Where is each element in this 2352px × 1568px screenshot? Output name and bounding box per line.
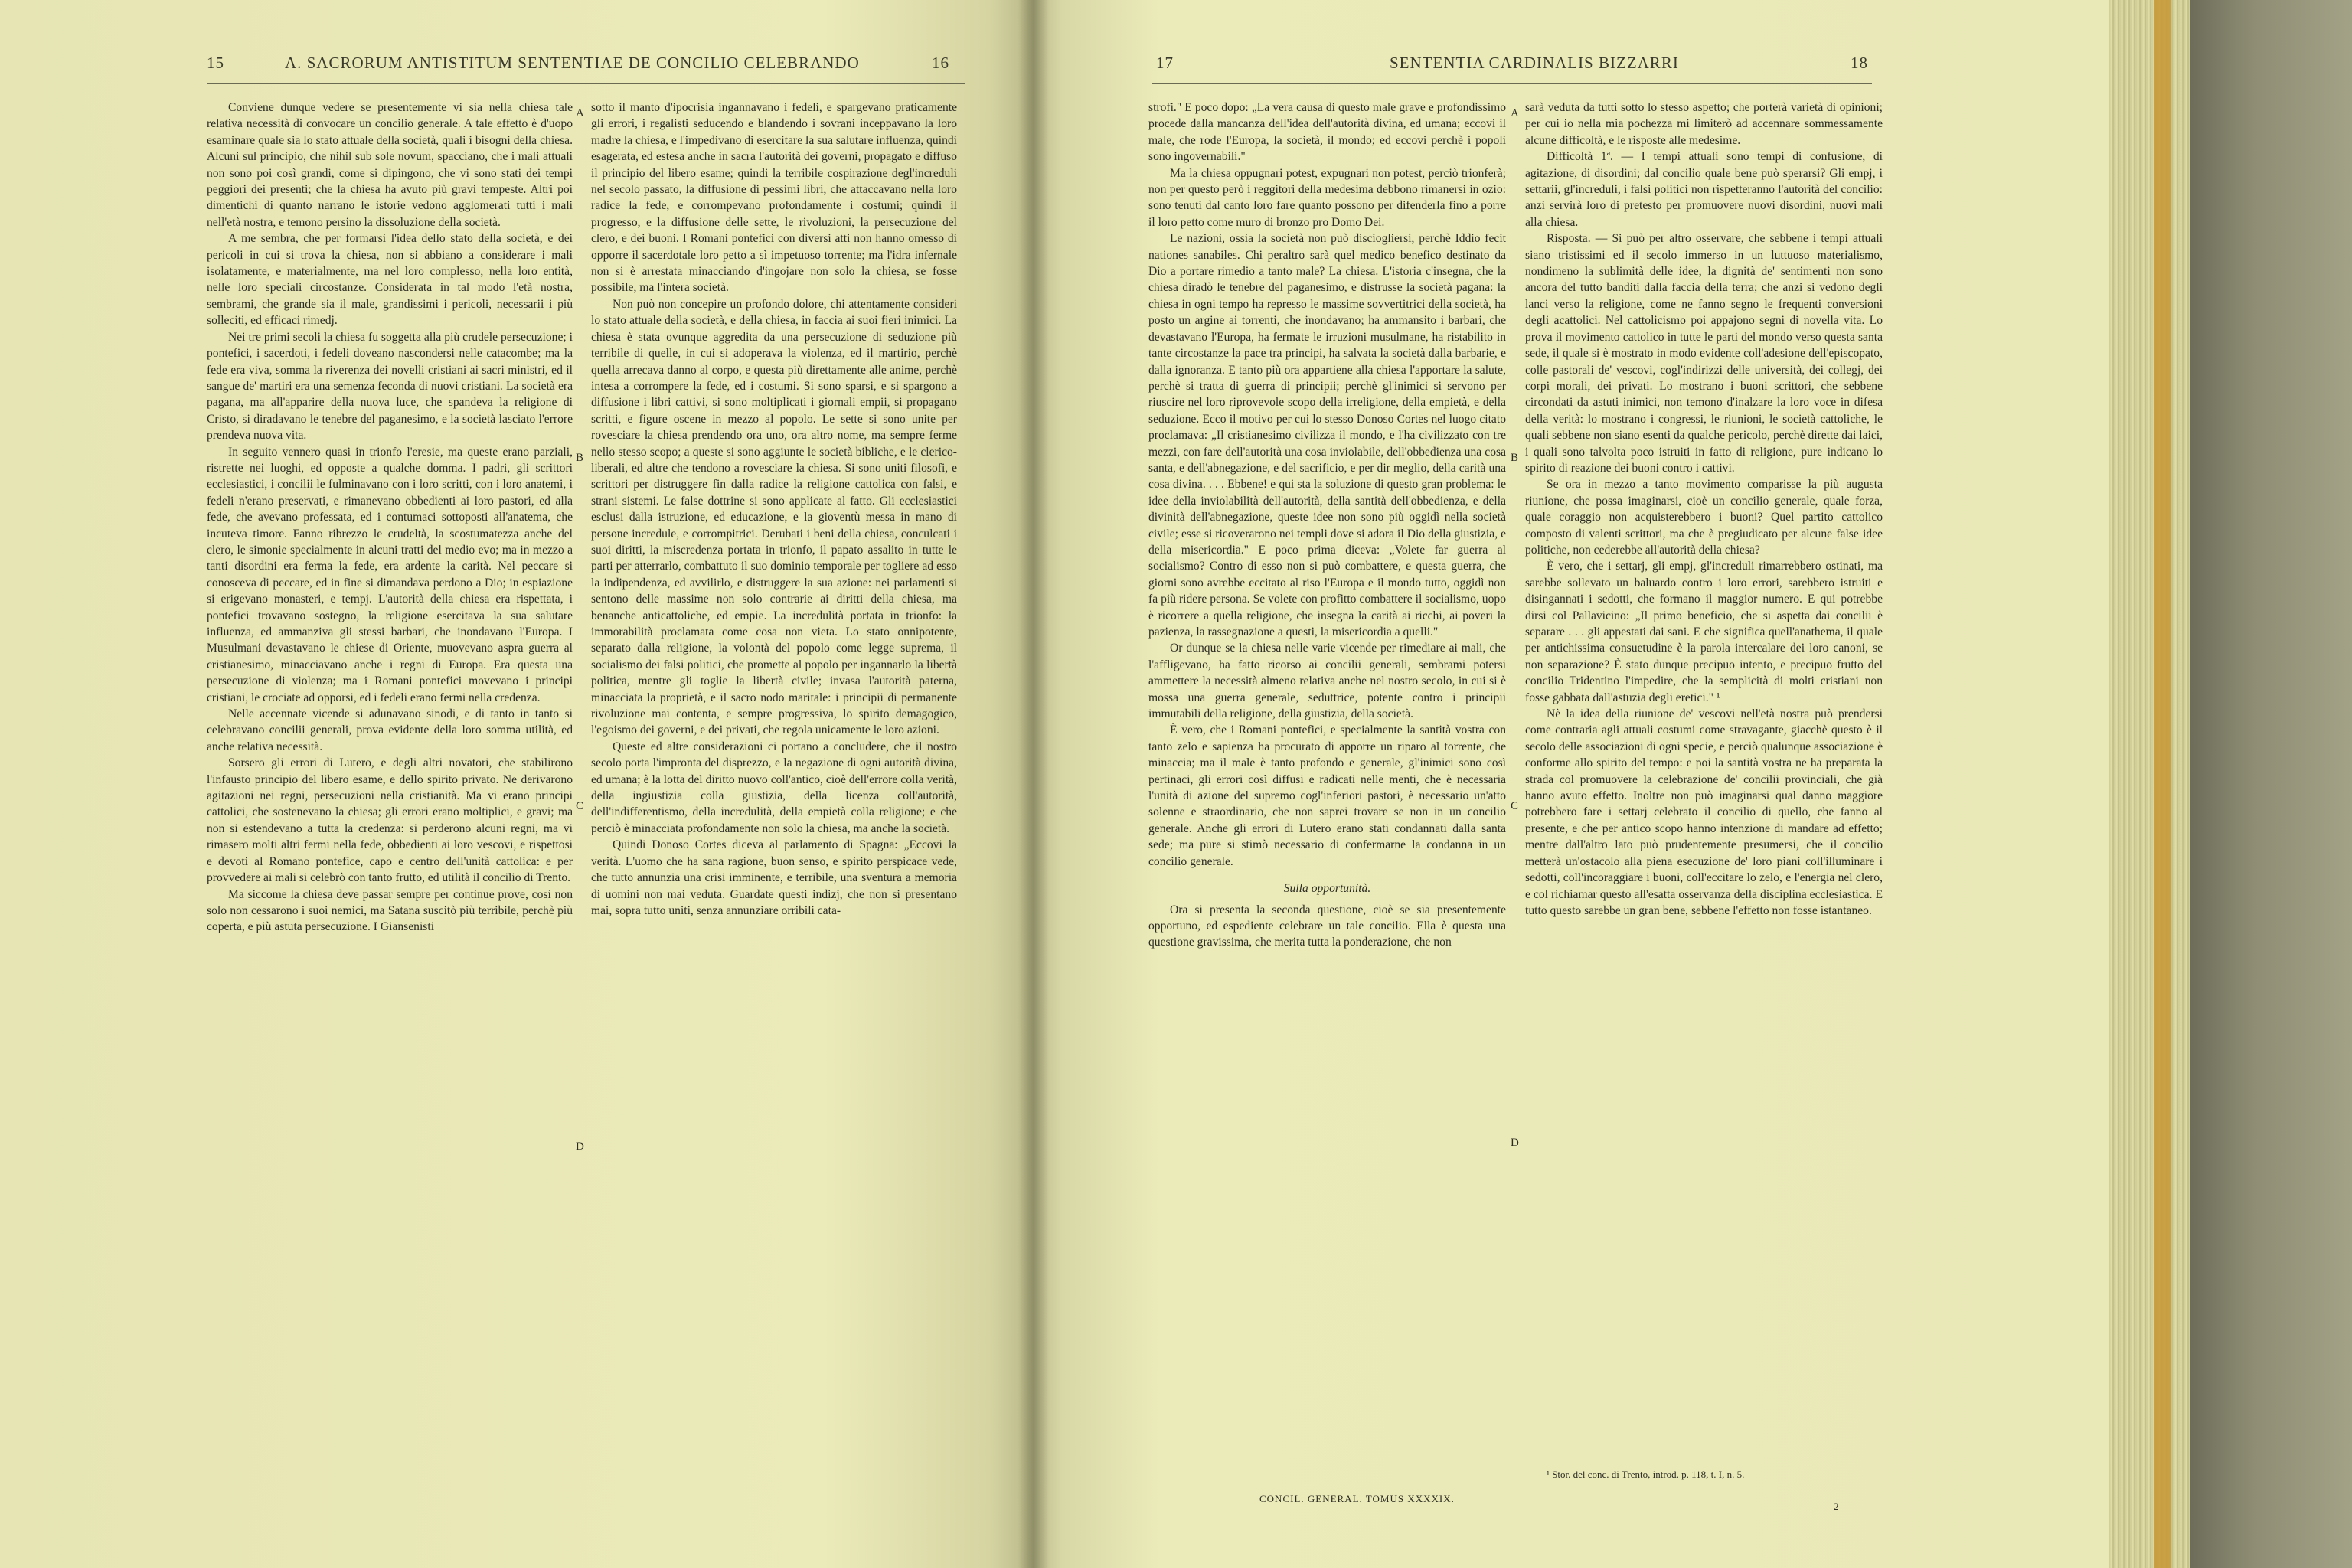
right-page-title: SENTENTIA CARDINALIS BIZZARRI [1390, 54, 1679, 72]
header-rule [207, 83, 965, 84]
left-page [0, 0, 1030, 1568]
margin-mark: A [576, 107, 584, 119]
book-gutter [1018, 0, 1049, 1568]
paragraph: Conviene dunque vedere se presentemente vi sia nella chiesa tale relativa necessità di convocare un concilio generale. A tale effetto è d'uopo esaminare quale sia lo stato attuale della società, quali i bisogni della chiesa. Alcuni sul principio, che nihil sub sole novum, spacciano, che i mali attuali non sono poi così grandi, come si dipingono, che vi sono stati dei tempi peggiori dei presenti; che la chiesa ha avuto più gravi tempeste. Altri poi dimentichi di quanto narrano le istorie vedono agglomerati tutti i mali nell'età nostra, e temono persino la dissoluzione della società. [207, 101, 573, 229]
paragraph: sotto il manto d'ipocrisia ingannavano i fedeli, e spargevano praticamente gli errori, i regalisti seducendo e blandendo i sovrani inceppavano la loro madre la chiesa, e l'impedivano di esercitare la sua salutare influenza, quindi esagerata, ed estesa anche in sacra l'autorità dei governi, propagato e diffuso il principio del libero esame; quindi la terribile cospirazione degl'increduli nel secolo passato, la diffusione di pessimi libri, che attaccavano nella loro radice la fede, e corrompevano profondamente i costumi; quindi il progresso, e la diffusione delle sette, le rivoluzioni, la persecuzione del clero, e dei buoni. I Romani pontefici con diversi atti non hanno omesso di opporre il sacerdotale loro petto a sì impetuoso torrente; ma l'idra infernale non si è arrestata minacciando d'ingojare non solo la chiesa, se fosse possibile, ma l'intera società. [591, 101, 957, 295]
page-edges [2109, 0, 2190, 1568]
margin-mark: B [576, 452, 584, 464]
paragraph: Le nazioni, ossia la società non può disciogliersi, perchè Iddio fecit nationes sanabiles. Chi peraltro sarà quel medico benefico destinato da Dio a portare rimedio a tanto male? La chiesa. L'istoria c'insegna, che la chiesa diradò le tenebre del paganesimo, e distrusse la società pagana: la chiesa in ogni tempo ha represso le massime sovvertitrici della società, ha posto un argine ai torrenti, che inondavano; ha ammansito i barbari, che devastavano l'Europa, ha fermate le irruzioni musulmane, ha ristabilito in tante circostanze la pace tra principi, ha salvata la società dalla barbarie, e dalla ignoranza. E tanto più ora appartiene alla chiesa l'apportare la salute, perchè si tratta di guerra di principii; perchè gl'inimici si servono per riuscire nel loro riprovevole scopo della irreligione, della empietà, e della seduzione. Ecco il motivo per cui lo stesso Donoso Cortes nel luogo citato proclamava: „Il cristianesimo civilizza il mondo, e l'ha civilizzato con tre mezzi, con fare dell'autorità una cosa inviolabile, dell'obbedienza una cosa santa, e dell'abnegazione, e del sacrificio, e per dir meglio, della carità una cosa divina. . . . Ebbene! e qui sta la soluzione di questo gran problema: le idee della inviolabilità dell'autorità, della santità dell'obbedienza, e della divinità dell'abnegazione, queste idee non sono più oggidì nella società civile; esse si ricoverarono nei templi dove si adora il Dio della giustizia, e della misericordia." E poco prima diceva: „Volete far guerra al socialismo? Contro di esso non si può combattere, e questa guerra, che giorni sono avrebbe eccitato al riso l'Europa e il mondo tutto, oggidì non fa più ridere persona. Se volete con profitto combattere il socialismo, uopo è ricorrere a quella religione, che insegna la carità ai ricchi, ai poveri la pazienza, la rassegnazione a questi, la misericordia a quelli." [1148, 232, 1506, 639]
margin-mark: B [1511, 452, 1519, 464]
left-page-number-right: 16 [932, 54, 949, 72]
left-page-number-left: 15 [207, 54, 224, 72]
paragraph: È vero, che i Romani pontefici, e specialmente la santità vostra con tanto zelo e sapienza ha procurato di apporre un riparo al torrente, che minaccia; ma il male è tanto profondo e generale, gl'inimici sono così pertinaci, gli errori così diffusi e radicati nelle menti, che è necessaria l'unità di azione del supremo cogl'inferiori pastori, è necessario un'atto solenne e straordinario, che non saprei trovare se non in un concilio generale. Anche gli errori di Lutero erano stati condannati dalla santa sede; ma pure si stimò necessario di confermarne la condanna in un concilio generale. [1148, 724, 1506, 868]
left-col-1 [207, 100, 573, 1501]
margin-mark: C [576, 800, 584, 812]
margin-mark: D [576, 1141, 584, 1153]
section-subheading: Sulla opportunità. [1283, 882, 1371, 896]
right-col-1 [1148, 100, 1506, 1501]
paragraph: Nè la idea della riunione de' vescovi nell'età nostra può prendersi come contraria agli attuali costumi come stravagante, giacchè questo è il secolo delle associazioni di ogni specie, e perciò qualunque associazione è conforme allo spirito del tempo: e poi la santità vostra ne ha preparata la strada col promuovere la celebrazione de' concilii provinciali, che già hanno avuto effetto. Inoltre non può imaginarsi qual danno maggiore potrebbero fare i settarj celebrato il concilio di quello, che fanno al presente, e che per antico scopo hanno intenzione di mandare ad effetto; mentre dall'altro lato può prudentemente presumersi, che il concilio metterà un'ostacolo alla piena esecuzione de' loro piani coll'illuminare i sedotti, coll'incoraggiare i buoni, coll'eccitare lo zelo, e l'energia nel clero, e col richiamar questo all'esatta osservanza della disciplina ecclesiastica. E tutto questo sarebbe un gran bene, sebbene l'effetto non fosse istantaneo. [1525, 707, 1883, 917]
right-page-number-left: 17 [1156, 54, 1174, 72]
paragraph: Sorsero gli errori di Lutero, e degli altri novatori, che stabilirono l'infausto principio del libero esame, e dello spirito privato. Ne derivarono agitazioni nei regni, persecuzioni nella cristianità. Ma vi erano principi cattolici, che sostenevano la chiesa; gli errori erano moltiplici, e gravi; ma non si estendevano a tutta la credenza: si perderono alcuni regni, ma vi rimasero molti altri fermi nella fede, obbedienti ai loro vescovi, e rispettosi e devoti al Romano pontefice, capo e centro dell'unità cattolica: e per provvedere ai mali si celebrò con tanto frutto, ed utilità il concilio di Trento. [207, 756, 573, 885]
scanner-background [2190, 0, 2352, 1568]
right-page [1030, 0, 2109, 1568]
bookmark-ribbon [2154, 0, 2171, 1568]
paragraph: Ma la chiesa oppugnari potest, expugnari non potest, perciò trionferà; non per questo però i reggitori della medesima debbono rimanersi in ozio: sono tenuti dal canto loro fare quanto possono per difenderla fino a porre il loro petto come muro di bronzo pro Domo Dei. [1148, 166, 1506, 229]
paragraph: Quindi Donoso Cortes diceva al parlamento di Spagna: „Eccovi la verità. L'uomo che ha sana ragione, buon senso, e spirito perspicace vede, che tutto annunzia una crisi imminente, e terribile, una sventura a memoria di uomini non mai veduta. Guardate questi indizj, che non si presentano mai, sopra tutto uniti, senza annunziare orribili cata- [591, 838, 957, 917]
paragraph: Ma siccome la chiesa deve passar sempre per continue prove, così non solo non cessarono i suoi nemici, ma Satana suscitò più terribile, perchè più coperta, e più astuta persecuzione. I Giansenisti [207, 887, 573, 934]
paragraph: Non può non concepire un profondo dolore, chi attentamente consideri lo stato attuale della società, e della chiesa, in faccia ai suoi fieri inimici. La chiesa è stata ovunque aggredita da una persecuzione di seduzione più terribile di quelle, in cui si adoperava la violenza, ed il martirio, perchè quella arrecava danno al corpo, e questa più direttamente alle anime, perchè intesa a corrompere la fede, ed i costumi. Si sono sparsi, e si spargono a diffusione i libri cattivi, si sono moltiplicati i giornali empii, si propagano scritti, e figure oscene in mezzo al popolo. Le sette si sono unite per rovesciare la chiesa prendendo ora uno, ora altro nome, ma sempre ferme nello stesso scopo; a queste si sono aggiunte le società bibliche, e le clerico-liberali, ed altre che tendono a rovesciare la chiesa. Si sono uniti filosofi, e scrittori per distruggere fin dalla radice la religione cattolica con falsi, e strani sistemi. Le false dottrine si sono applicate al fatto. Gli ecclesiastici esclusi dalla istruzione, ed educazione, e la gioventù messa in mano di persone incredule, e corrompitrici. Derubati i beni della chiesa, conculcati i suoi diritti, la miscredenza portata in trionfo, il papato assalito in tutte le parti per atterrarlo, combattuto il suo dominio temporale per togliere ad esso la indipendenza, ed avvilirlo, e distruggere la sua azione: nei parlamenti si sentono delle massime non solo contrarie ai diritti della chiesa, ma benanche anticattoliche, ed empie. La incredulità portata in trionfo: la immorabilità proclamata come cosa non vieta. Lo stato onnipotente, separato dalla religione, la volontà del popolo come legge suprema, il socialismo dei falsi politici, che promette al popolo per ingannarlo la libertà politica, mentre gli toglie la libertà civile; invasa l'autorità paterna, minacciata la proprietà, e il sacro nodo maritale: i principii di permanente rivoluzione mai contenta, e sempre progressiva, lo spirito demagogico, l'egoismo dei governi, e dei privati, che regola unicamente le loro azioni. [591, 297, 957, 737]
paragraph: strofi." E poco dopo: „La vera causa di questo male grave e profondissimo procede dalla mancanza dell'idea dell'autorità divina, ed umana; eccovi il male, che rode l'Europa, la società, il mondo; ed eccovi perchè i popoli sono ingovernabili." [1148, 101, 1506, 164]
paragraph: Nei tre primi secoli la chiesa fu soggetta alla più crudele persecuzione; i pontefici, i sacerdoti, i fedeli doveano nascondersi nelle catacombe; ma la fede era viva, somma la riverenza dei novelli cristiani ai sacri ministri, ed il sangue de' martiri era una semenza feconda di nuovi cristiani. La società era pagana, ma all'apparire della nuova luce, che spandeva la religione di Cristo, si diradavano le tenebre del paganesimo, e la società lasciato l'errore prendeva nuova vita. [207, 330, 573, 443]
margin-mark: A [1511, 107, 1519, 119]
paragraph: sarà veduta da tutti sotto lo stesso aspetto; che porterà varietà di opinioni; per cui io nella mia pochezza mi limiterò ad accennare sommessamente alcune difficoltà, e le risposte alle medesime. [1525, 101, 1883, 147]
right-col-2 [1525, 100, 1883, 1424]
paragraph: Or dunque se la chiesa nelle varie vicende per rimediare ai mali, che l'affligevano, ha fatto ricorso ai concilii generali, sembrami potersi ammettere la necessità almeno relativa anche nel nostro secolo, in cui si è mossa una guerra generale, seduttrice, potente contro i principii immutabili della religione, della giustizia, della società. [1148, 642, 1506, 721]
paragraph: Nelle accennate vicende si adunavano sinodi, e di tanto in tanto si celebravano concilii generali, prova evidente della loro somma utilità, ed anche relativa necessità. [207, 707, 573, 753]
paragraph: Queste ed altre considerazioni ci portano a concludere, che il nostro secolo porta l'impronta del disprezzo, e la negazione di ogni autorità divina, ed umana; è la lotta del diritto nuovo coll'antico, cioè dell'errore colla verità, della ingiustizia colla giustizia, della licenza coll'autorità, dell'indifferentismo, della incredulità, della empietà colla religione; e che perciò è minacciata profondamente non solo la chiesa, ma anche la società. [591, 740, 957, 835]
paragraph: Risposta. — Si può per altro osservare, che sebbene i tempi attuali siano tristissimi ed il secolo immerso in un luttuoso materialismo, nondimeno la sublimità delle idee, la dignità de' sentimenti non sono ancora del tutto banditi dalla faccia della terra; che anzi si vedono degli lanci verso la religione, come ne fanno segno le frequenti conversioni degli acattolici. Nel cattolicismo poi appajono segni di novella vita. Lo prova il movimento cattolico in tutte le parti del mondo verso questa santa sede, il quale si è mostrato in modo evidente coll'adesione dell'episcopato, colle pastorali de' vescovi, cogl'indirizzi delle università, dei collegj, dei corpi morali, dei privati. Lo mostrano i buoni scrittori, che sebbene circondati da astuti inimici, non temono d'inalzare la loro voce in difesa della verità: lo mostrano i congressi, le riunioni, le società cattoliche, le quali sebbene non siano esenti da qualche pericolo, perchè dirette dai laici, i quali sono talvolta poco istruiti in fatto di religione, pure indicano lo spirito di reazione dei buoni contro i cattivi. [1525, 232, 1883, 475]
header-rule [1152, 83, 1872, 84]
margin-mark: C [1511, 800, 1519, 812]
paragraph: Difficoltà 1ª. — I tempi attuali sono tempi di confusione, di agitazione, di disordini; dal concilio quale bene può sperarsi? Gli empj, i settarii, gl'increduli, i falsi politici non rispetteranno l'autorità del concilio: anzi servirà loro di pretesto per promuovere nuovi disordini, nuovi mali alla chiesa. [1525, 150, 1883, 229]
signature-number: 2 [1834, 1501, 1840, 1512]
footnote: ¹ Stor. del conc. di Trento, introd. p. 118, t. I, n. 5. [1547, 1468, 1745, 1480]
paragraph: A me sembra, che per formarsi l'idea dello stato della società, e dei pericoli in cui si trova la chiesa, non si abbiano a considerare i mali isolatamente, e materialmente, ma nel loro complesso, nella loro entità, nelle loro speciali circostanze. Considerata in tal modo l'età nostra, sembrami, che grande sia il male, grandissimi i pericoli, necessarii i più solleciti, ed efficaci rimedj. [207, 232, 573, 328]
right-page-number-right: 18 [1851, 54, 1868, 72]
paragraph: In seguito vennero quasi in trionfo l'eresie, ma queste erano parziali, ristrette nei luoghi, ed opposte a qualche domma. I padri, gli scrittori ecclesiastici, i concilii le fulminavano con i loro scritti, con i loro anatemi, i fedeli n'erano preservati, e rimanevano obbedienti ai loro pastori, ed alla fede, che avevano professata, ed i contumaci sottoposti all'anatema, che incuteva timore. Fanno ribrezzo le crudeltà, la scostumatezza anche del clero, le simonie specialmente in alcuni tratti del medio evo; ma in mezzo a tanti disordini era ferma la fede, era ardente la carità. Nel peccare si conosceva di peccare, ed in fine si dimandava perdono a Dio; in espiazione si erigevano monasteri, e tempj. L'autorità della chiesa era rispettata, i pontefici trovavano sostegno, la religione esercitava la sua salutare influenza, ed ammanziva gli stessi barbari, che inondavano l'Europa. I Musulmani devastavano le chiese di Oriente, muovevano aspra guerra al cristianesimo, minacciavano anche i regni di Europa. Era questa una persecuzione di violenza; ma i Romani pontefici movevano i principi cristiani, le crociate ad opporsi, ed i fedeli erano fermi nella credenza. [207, 445, 573, 704]
left-col-2 [591, 100, 957, 1501]
margin-mark: D [1511, 1137, 1519, 1149]
paragraph: Se ora in mezzo a tanto movimento comparisse la più augusta riunione, che possa imaginarsi, cioè un concilio generale, quale forza, quale coraggio non acquisterebbero i buoni? Quel partito cattolico composto di valenti scrittori, ma che è pregiudicato per alcune false idee politiche, non cederebbe all'autorità della chiesa? [1525, 478, 1883, 557]
paragraph: È vero, che i settarj, gli empj, gl'increduli rimarrebbero ostinati, ma sarebbe sollevato un baluardo contro i loro errori, sarebbero istruiti e disingannati i sedotti, che formano il maggior numero. E qui potrebbe dirsi col Pallavicino: „Il primo beneficio, che si aspetta dai concilii è separare . . . gli appestati dai sani. E che significa quell'anathema, il quale per antichissima consuetudine è la parola intercalare dei loro canoni, se non separazione? È stato dunque precipuo intento, e precipuo frutto del concilio Tridentino l'impedire, che la semplicità di molti cristiani non fosse gabbata dall'astuzia degli eretici." ¹ [1525, 560, 1883, 704]
signature-line: CONCIL. GENERAL. TOMUS XXXXIX. [1259, 1493, 1455, 1504]
paragraph: Ora si presenta la seconda questione, cioè se sia presentemente opportuno, ed espediente celebrare un tale concilio. Ella è questa una questione gravissima, che merita tutta la ponderazione, che non [1148, 903, 1506, 949]
left-page-title: A. SACRORUM ANTISTITUM SENTENTIAE DE CONCILIO CELEBRANDO [285, 54, 860, 72]
